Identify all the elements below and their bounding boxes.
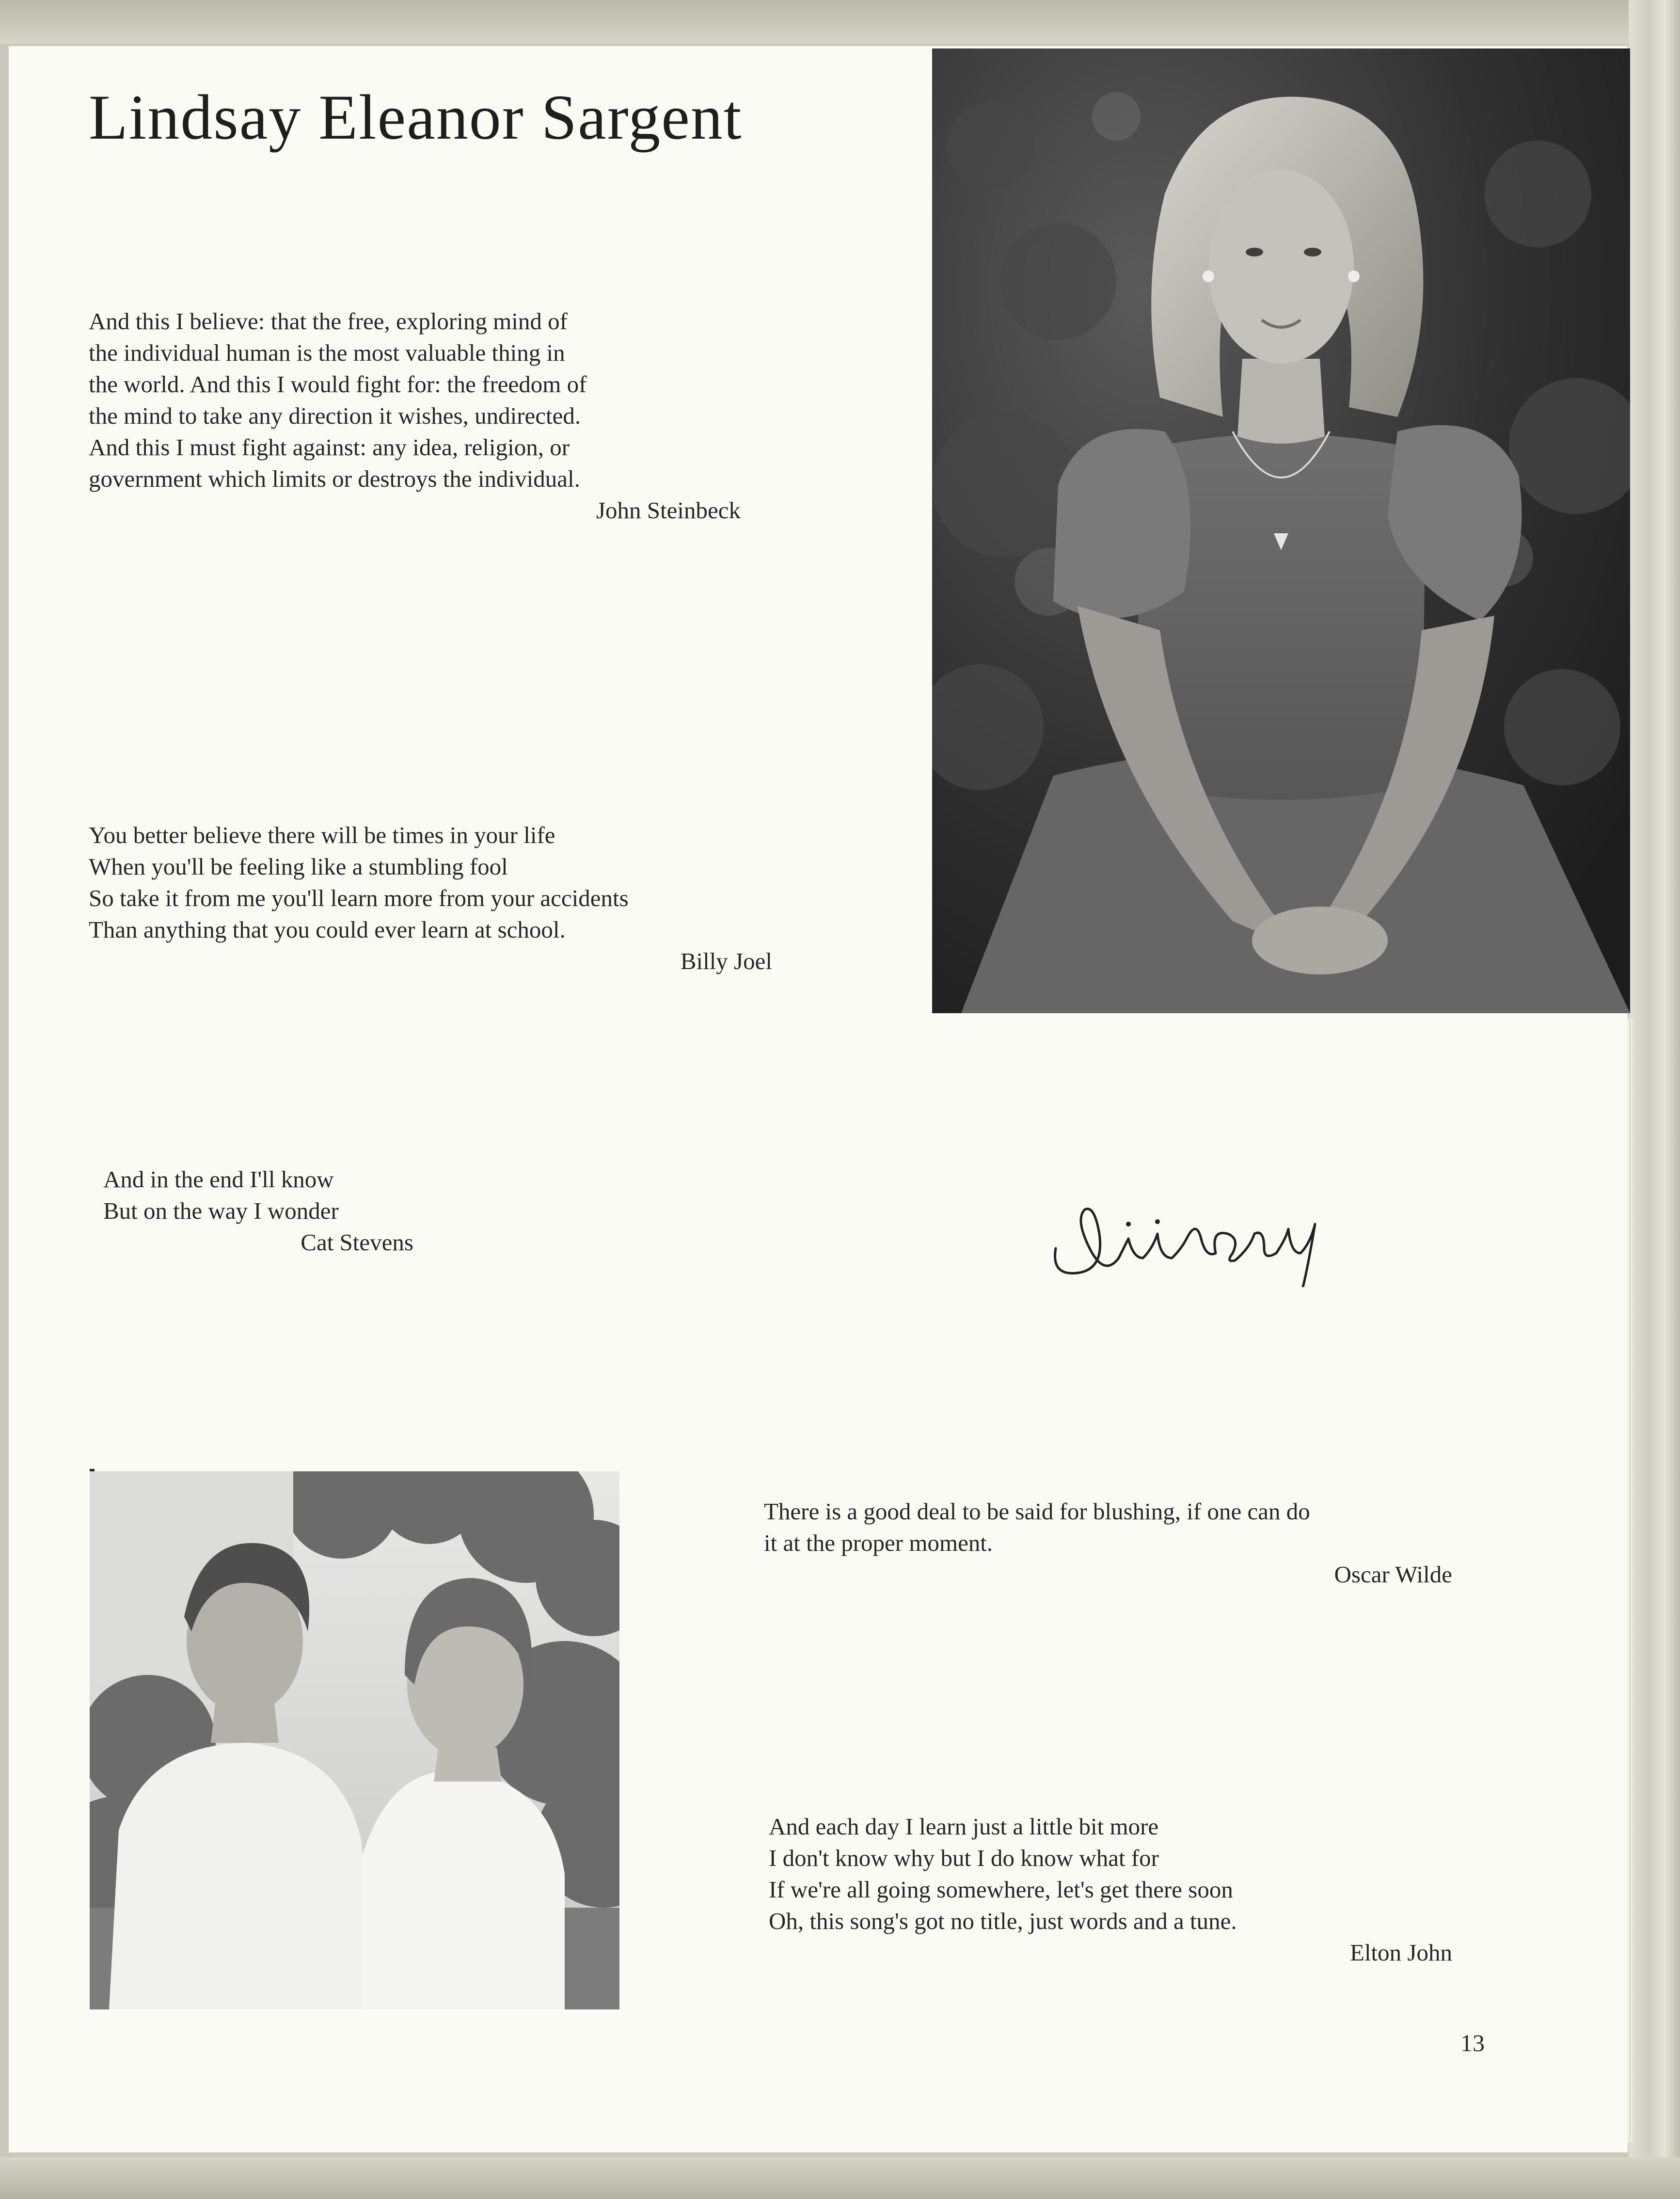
quote-line: I don't know why but I do know what for: [769, 1845, 1159, 1871]
quote-oscar-wilde: [764, 1496, 1452, 1590]
quote-line: And this I must fight against: any idea, religion, or: [89, 434, 570, 461]
quote-line: But on the way I wonder: [103, 1197, 339, 1224]
quote-author: Cat Stevens: [301, 1229, 413, 1256]
quote-billy-joel: [89, 819, 772, 977]
scan-border-top: [0, 0, 1680, 44]
quote-author: Billy Joel: [680, 948, 772, 974]
quote-line: Oh, this song's got no title, just words and a tune.: [769, 1908, 1237, 1934]
quote-steinbeck: [89, 305, 741, 526]
quote-line: And in the end I'll know: [103, 1166, 334, 1193]
handwritten-signature: [1036, 1176, 1337, 1287]
quote-elton-john: [769, 1811, 1452, 1968]
quote-line: the world. And this I would fight for: the freedom of: [89, 371, 587, 398]
quote-line: the individual human is the most valuable thing in: [89, 339, 565, 366]
quote-line: So take it from me you'll learn more from your accidents: [89, 885, 629, 911]
quote-line: There is a good deal to be said for blushing, if one can do: [764, 1498, 1310, 1525]
portrait-photo-image: [932, 48, 1630, 1013]
quote-line: And each day I learn just a little bit more: [769, 1813, 1159, 1840]
page-number: 13: [1460, 2029, 1485, 2056]
quote-author: Oscar Wilde: [1334, 1561, 1452, 1588]
quote-line: it at the proper moment.: [764, 1530, 993, 1556]
yearbook-page: [9, 46, 1628, 2152]
quote-line: When you'll be feeling like a stumbling fool: [89, 853, 508, 880]
scan-border-bottom: [0, 2157, 1680, 2199]
two-girls-photo-image: [90, 1471, 619, 2009]
quote-author: John Steinbeck: [596, 497, 741, 524]
two-girls-photo: [90, 1471, 619, 2009]
quote-line: Than anything that you could ever learn at school.: [89, 916, 566, 943]
book-spine-edge: [1629, 0, 1680, 2199]
quote-cat-stevens: [103, 1163, 413, 1258]
quote-author: Elton John: [1350, 1939, 1452, 1966]
quote-line: the mind to take any direction it wishes, undirected.: [89, 402, 581, 429]
portrait-photo: [932, 48, 1630, 1013]
page-title: Lindsay Eleanor Sargent: [89, 81, 743, 153]
quote-line: government which limits or destroys the individual.: [89, 465, 580, 492]
quote-line: And this I believe: that the free, exploring mind of: [89, 308, 568, 335]
quote-line: If we're all going somewhere, let's get there soon: [769, 1876, 1233, 1903]
quote-line: You better believe there will be times in your life: [89, 822, 555, 848]
